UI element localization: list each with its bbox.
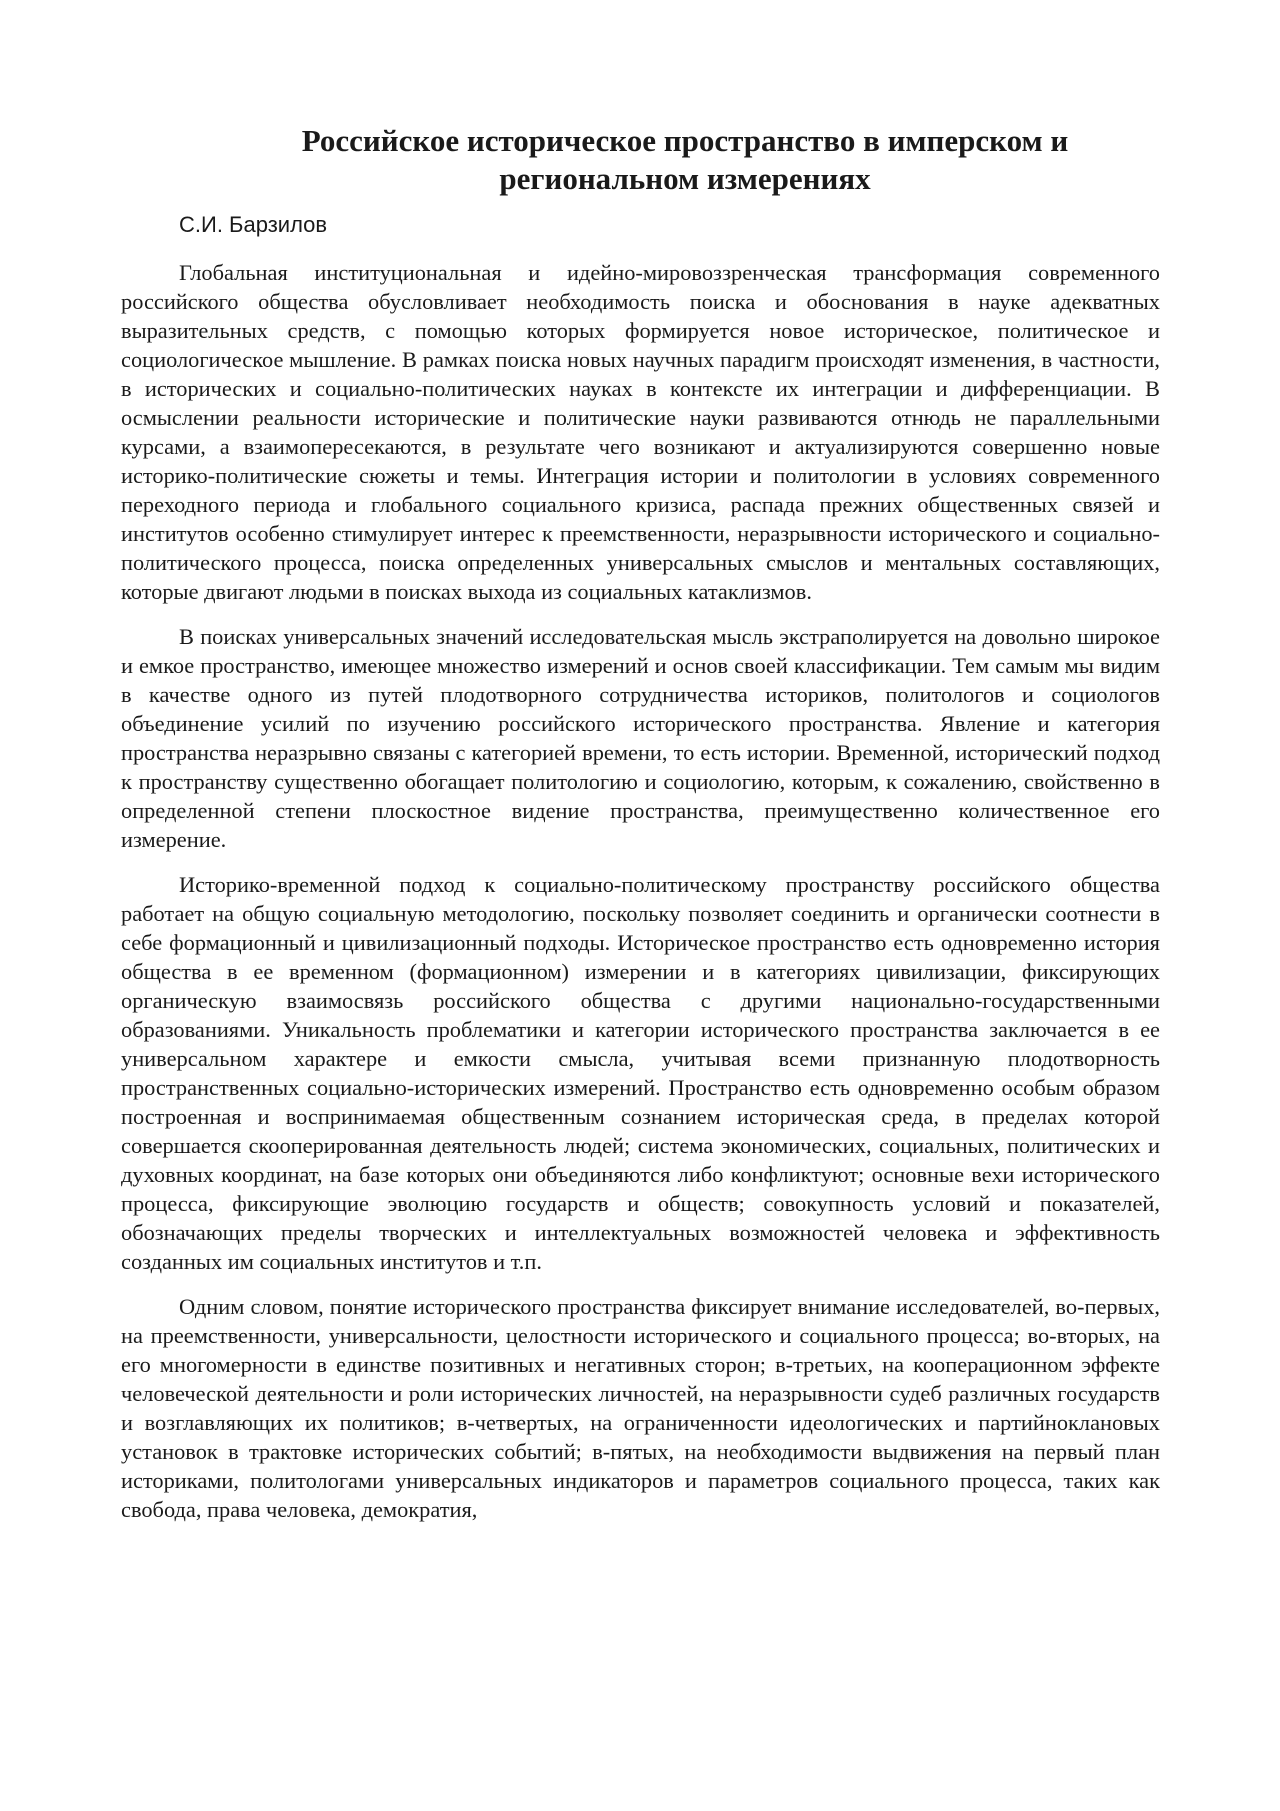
paragraph-1: Глобальная институциональная и идейно-мировоззренческая трансформация современного российского общества обусловливает необходимость поиска и обоснования в науке адекватных выразительных средств, с помощью которых формируется новое историческое, политическое и социологическое мышление. В рамках поиска новых научных парадигм происходят изменения, в частности, в исторических и социально-политических науках в контексте их интеграции и дифференциации. В осмыслении реальности исторические и политические науки развиваются отнюдь не параллельными курсами, а взаимопересекаются, в результате чего возникают и актуализируются совершенно новые историко-политические сюжеты и темы. Интеграция истории и политологии в условиях современного переходного периода и глобального социального кризиса, распада прежних общественных связей и институтов особенно стимулирует интерес к преемственности, неразрывности исторического и социально-политического процесса, поиска определенных универсальных смыслов и ментальных составляющих, которые двигают людьми в поисках выхода из социальных катаклизмов. (121, 260, 1160, 604)
title-line-1: Российское историческое пространство в имперском и (301, 123, 1069, 158)
paragraph-4: Одним словом, понятие исторического пространства фиксирует внимание исследователей, во-первых, на преемственности, универсальности, целостности исторического и социального процесса; во-вторых, на его многомерности в единстве позитивных и негативных сторон; в-третьих, на кооперационном эффекте человеческой деятельности и роли исторических личностей, на неразрывности судеб различных государств и возглавляющих их политиков; в-четвертых, на ограниченности идеологических и партийноклановых установок в трактовке исторических событий; в-пятых, на необходимости выдвижения на первый план историками, политологами универсальных индикаторов и параметров социального процесса, таких как свобода, права человека, демократия, (121, 1294, 1160, 1522)
document-title (150, 122, 1220, 198)
paragraph-3: Историко-временной подход к социально-политическому пространству российского общества работает на общую социальную методологию, поскольку позволяет соединить и органически соотнести в себе формационный и цивилизационный подходы. Историческое пространство есть одновременно история общества в ее временном (формационном) измерении и в категориях цивилизации, фиксирующих органическую взаимосвязь российского общества с другими национально-государственными образованиями. Уникальность проблематики и категории исторического пространства заключается в ее универсальном характере и емкости смысла, учитывая всеми признанную плодотворность пространственных социально-исторических измерений. Пространство есть одновременно особым образом построенная и воспринимаемая общественным сознанием историческая среда, в пределах которой совершается скооперированная деятельность людей; система экономических, социальных, политических и духовных координат, на базе которых они объединяются либо конфликтуют; основные вехи исторического процесса, фиксирующие эволюцию государств и обществ; совокупность условий и показателей, обозначающих пределы творческих и интеллектуальных возможностей человека и эффективность созданных им социальных институтов и т.п. (121, 872, 1160, 1274)
document-body (121, 258, 1160, 1540)
paragraph-2: В поисках универсальных значений исследовательская мысль экстраполируется на довольно широкое и емкое пространство, имеющее множество измерений и основ своей классификации. Тем самым мы видим в качестве одного из путей плодотворного сотрудничества историков, политологов и социологов объединение усилий по изучению российского исторического пространства. Явление и категория пространства неразрывно связаны с категорией времени, то есть истории. Временной, исторический подход к пространству существенно обогащает политологию и социологию, которым, к сожалению, свойственно в определенной степени плоскостное видение пространства, преимущественно количественное его измерение. (121, 624, 1160, 852)
title-line-2: региональном измерениях (499, 161, 871, 196)
author-name: С.И. Барзилов (179, 212, 328, 237)
